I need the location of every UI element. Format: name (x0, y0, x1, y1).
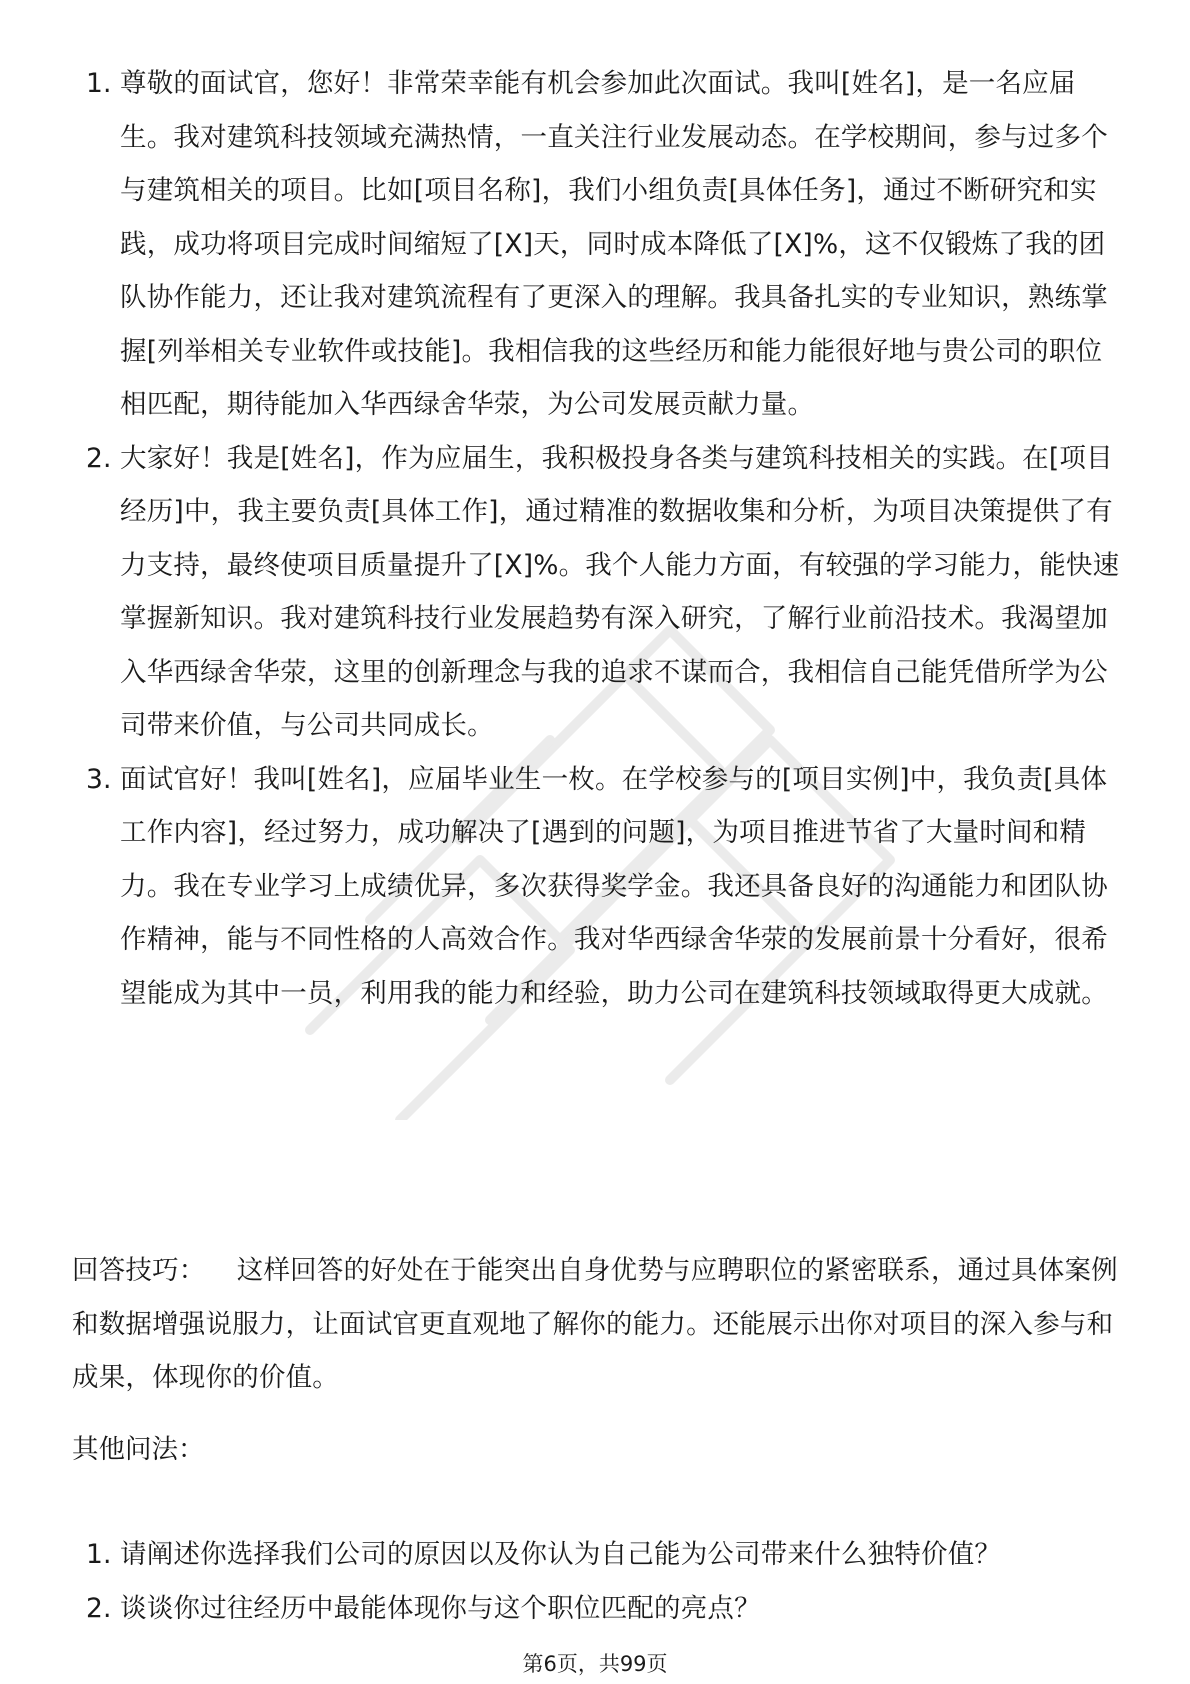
tip-label: 回答技巧： (72, 1255, 206, 1286)
answer-item-2 (0, 432, 1190, 753)
question-text: 谈谈你过往经历中最能体现你与这个职位匹配的亮点？ (120, 1592, 761, 1624)
other-question-item-2 (0, 1582, 1190, 1636)
answer-item-1 (0, 57, 1190, 432)
question-text: 请阐述你选择我们公司的原因以及你认为自己能为公司带来什么独特价值？ (120, 1539, 1002, 1570)
answer-number: 2. (86, 442, 112, 474)
answer-number: 1. (86, 68, 112, 99)
question-number: 1. (86, 1539, 112, 1570)
answer-list (0, 57, 1190, 1020)
other-question-item-1 (0, 1528, 1190, 1582)
question-number: 2. (86, 1592, 112, 1624)
answer-text: 尊敬的面试官，您好！非常荣幸能有机会参加此次面试。我叫[姓名]，是一名应届生。我对建筑科技领域充满热情，一直关注行业发展动态。在学校期间，参与过多个与建筑相关的项目。比如[项目名称]，我们小组负责[具体任务]，通过不断研究和实践，成功将项目完成时间缩短了[X]天，同时成本降低了[X]%，这不仅锻炼了我的团队协作能力，还让我对建筑流程有了更深入的理解。我具备扎实的专业知识，熟练掌握[列举相关专业软件或技能]。我相信我的这些经历和能力能很好地与贵公司的职位相匹配，期待能加入华西绿舍华荥，为公司发展贡献力量。 (120, 68, 1108, 420)
answer-tip (72, 1244, 1122, 1405)
page-footer: 第6页，共99页 (522, 1652, 668, 1676)
answer-text: 大家好！我是[姓名]，作为应届生，我积极投身各类与建筑科技相关的实践。在[项目经历]中，我主要负责[具体工作]，通过精准的数据收集和分析，为项目决策提供了有力支持，最终使项目质量提升了[X]%。我个人能力方面，有较强的学习能力，能快速掌握新知识。我对建筑科技行业发展趋势有深入研究，了解行业前沿技术。我渴望加入华西绿舍华荥，这里的创新理念与我的追求不谋而合，我相信自己能凭借所学为公司带来价值，与公司共同成长。 (120, 442, 1120, 741)
tip-text: 这样回答的好处在于能突出自身优势与应聘职位的紧密联系，通过具体案例和数据增强说服力，让面试官更直观地了解你的能力。还能展示出你对项目的深入参与和成果，体现你的价值。 (72, 1255, 1118, 1393)
answer-number: 3. (86, 763, 112, 795)
answer-item-3 (0, 753, 1190, 1021)
answer-text: 面试官好！我叫[姓名]，应届毕业生一枚。在学校参与的[项目实例]中，我负责[具体工作内容]，经过努力，成功解决了[遇到的问题]，为项目推进节省了大量时间和精力。我在专业学习上成绩优异，多次获得奖学金。我还具备良好的沟通能力和团队协作精神，能与不同性格的人高效合作。我对华西绿舍华荥的发展前景十分看好，很希望能成为其中一员，利用我的能力和经验，助力公司在建筑科技领域取得更大成就。 (120, 763, 1108, 1009)
other-questions-list (0, 1528, 1190, 1635)
other-questions-heading: 其他问法： (72, 1434, 205, 1465)
